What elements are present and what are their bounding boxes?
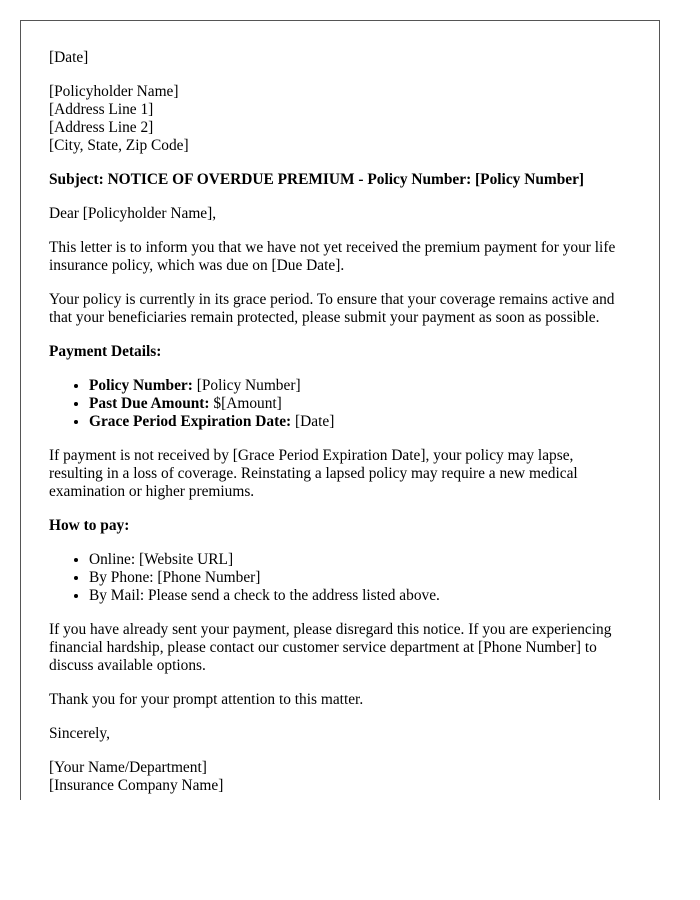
detail-value: $[Amount] [209,395,282,412]
signature-block [49,759,631,795]
paragraph-hardship: If you have already sent your payment, please disregard this notice. If you are experiencing financial hardship, please contact our customer service department at [Phone Number] to discuss available options. [49,621,612,674]
address-line: [City, State, Zip Code] [49,137,189,154]
payment-details-list [49,377,631,431]
recipient-address [49,83,631,155]
detail-label: Past Due Amount: [89,395,210,412]
list-item: • By Mail: Please send a check to the address listed above. [89,587,631,605]
how-to-pay-heading: How to pay: [49,517,130,534]
letter-subject: Subject: NOTICE OF OVERDUE PREMIUM - Policy Number: [Policy Number] [49,171,585,188]
paragraph-thanks: Thank you for your prompt attention to this matter. [49,691,364,708]
signature-line: [Insurance Company Name] [49,777,224,794]
letter-body [21,21,659,795]
letter-page [20,20,660,800]
list-item [89,395,631,413]
how-to-pay-list [49,551,631,605]
detail-label: Policy Number: [89,377,193,394]
list-item [89,377,631,395]
list-item: • Online: [Website URL] [89,551,631,569]
paragraph-overdue-notice: This letter is to inform you that we have not yet received the premium payment for your life insurance policy, which was due on [Due Date]. [49,239,616,274]
detail-label: Grace Period Expiration Date: [89,413,292,430]
address-line: [Policyholder Name] [49,83,179,100]
detail-value: [Policy Number] [192,377,301,394]
paragraph-lapse-warning: If payment is not received by [Grace Period Expiration Date], your policy may lapse, resulting in a loss of coverage. Reinstating a lapsed policy may require a new medical examination or higher premiums. [49,447,578,500]
salutation: Dear [Policyholder Name], [49,205,217,222]
list-item: • By Phone: [Phone Number] [89,569,631,587]
list-item [89,413,631,431]
paragraph-grace-period: Your policy is currently in its grace period. To ensure that your coverage remains active and that your beneficiaries remain protected, please submit your payment as soon as possible. [49,291,615,326]
address-line: [Address Line 2] [49,119,154,136]
payment-details-heading: Payment Details: [49,343,162,360]
signature-line: [Your Name/Department] [49,759,207,776]
detail-value: [Date] [291,413,335,430]
closing: Sincerely, [49,725,110,742]
letter-date: [Date] [49,49,89,66]
address-line: [Address Line 1] [49,101,154,118]
